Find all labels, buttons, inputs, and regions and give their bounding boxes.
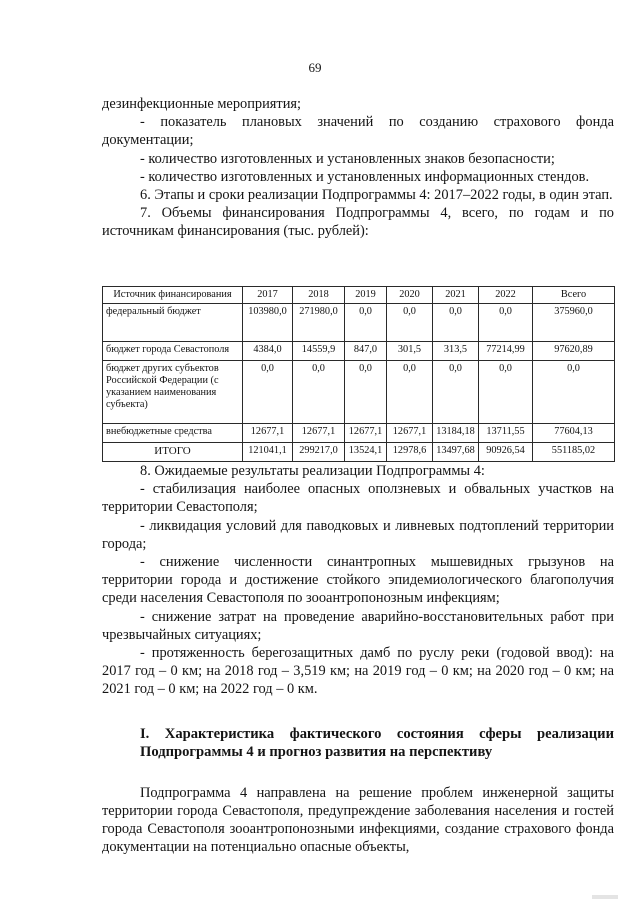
table-cell: 13184,18 bbox=[433, 424, 479, 443]
table-header-total: Всего bbox=[533, 287, 615, 304]
table-cell: 97620,89 bbox=[533, 342, 615, 361]
table-cell: 0,0 bbox=[433, 361, 479, 424]
table-cell: 12677,1 bbox=[345, 424, 387, 443]
section-1-paragraph: Подпрограмма 4 направлена на решение проблем инженерной защиты территории города Севастополя, предупреждение заболевания населения и гостей города Севастополя зооантропонозными инфекциями, создание страхового фонда документации на потенциально опасные объекты, bbox=[102, 784, 614, 856]
table-cell-source: бюджет других субъектов Российской Федерации (с указанием наименования субъекта) bbox=[103, 361, 243, 424]
table-header-2019: 2019 bbox=[345, 287, 387, 304]
intro-line-3: - количество изготовленных и установленных знаков безопасности; bbox=[140, 150, 555, 167]
page-number: 69 bbox=[308, 60, 322, 75]
table-cell: 0,0 bbox=[345, 361, 387, 424]
table-cell: 0,0 bbox=[433, 304, 479, 342]
table-cell: 12978,6 bbox=[387, 443, 433, 462]
table-cell: 13711,55 bbox=[479, 424, 533, 443]
table-cell-source: внебюджетные средства bbox=[103, 424, 243, 443]
table-cell: 0,0 bbox=[387, 304, 433, 342]
top-text-block bbox=[102, 95, 614, 241]
financing-table bbox=[102, 286, 615, 462]
table-cell: 313,5 bbox=[433, 342, 479, 361]
table-cell: 0,0 bbox=[387, 361, 433, 424]
table-cell: 13524,1 bbox=[345, 443, 387, 462]
table-cell: 4384,0 bbox=[243, 342, 293, 361]
table-header-2017: 2017 bbox=[243, 287, 293, 304]
table-row bbox=[103, 424, 615, 443]
scan-mark bbox=[592, 895, 618, 899]
result-item-2: - ликвидация условий для паводковых и ливневых подтоплений территории города; bbox=[102, 517, 614, 552]
intro-line-2: - показатель плановых значений по созданию страхового фонда документации; bbox=[102, 114, 614, 149]
intro-line-1: дезинфекционные мероприятия; bbox=[102, 96, 302, 112]
section-7-paragraph: 7. Объемы финансирования Подпрограммы 4, всего, по годам и по источникам финансирования (тыс. рублей): bbox=[102, 205, 614, 240]
table-cell: 847,0 bbox=[345, 342, 387, 361]
result-item-5: - протяженность берегозащитных дамб по руслу реки (годовой ввод): на 2017 год – 0 км; на 2018 год – 3,519 км; на 2019 год – 0 км; на 2020 год – 0 км; на 2021 год – 0 км; на 2022 год – 0 км. bbox=[102, 645, 614, 698]
table-header-2020: 2020 bbox=[387, 287, 433, 304]
table-row bbox=[103, 342, 615, 361]
table-cell: 13497,68 bbox=[433, 443, 479, 462]
section-8-title: 8. Ожидаемые результаты реализации Подпрограммы 4: bbox=[140, 463, 485, 479]
table-cell: 0,0 bbox=[479, 304, 533, 342]
table-header-2021: 2021 bbox=[433, 287, 479, 304]
table-cell: 77214,99 bbox=[479, 342, 533, 361]
table-cell: 271980,0 bbox=[293, 304, 345, 342]
table-cell: 14559,9 bbox=[293, 342, 345, 361]
result-item-1: - стабилизация наиболее опасных оползневых и обвальных участков на территории Севастополя; bbox=[102, 481, 614, 516]
table-header-row bbox=[103, 287, 615, 304]
table-cell: 12677,1 bbox=[387, 424, 433, 443]
table-cell: 90926,54 bbox=[479, 443, 533, 462]
result-item-3: - снижение численности синантропных мышевидных грызунов на территории города и достижение стойкого эпидемиологического благополучия среди населения Севастополя по зооантропонозным инфекциям; bbox=[102, 554, 614, 607]
table-cell: 299217,0 bbox=[293, 443, 345, 462]
table-cell: 12677,1 bbox=[293, 424, 345, 443]
table-row bbox=[103, 361, 615, 424]
table-total-label: ИТОГО bbox=[103, 443, 243, 462]
table-cell: 0,0 bbox=[533, 361, 615, 424]
bottom-text-block bbox=[102, 462, 614, 856]
table-cell: 301,5 bbox=[387, 342, 433, 361]
table-cell: 121041,1 bbox=[243, 443, 293, 462]
table-cell-source: федеральный бюджет bbox=[103, 304, 243, 342]
table-cell: 0,0 bbox=[243, 361, 293, 424]
table-header-2022: 2022 bbox=[479, 287, 533, 304]
table-cell: 0,0 bbox=[479, 361, 533, 424]
section-1-heading: I. Характеристика фактического состояния сферы реализации Подпрограммы 4 и прогноз развития на перспективу bbox=[140, 725, 614, 761]
table-cell: 375960,0 bbox=[533, 304, 615, 342]
intro-line-4: - количество изготовленных и установленных информационных стендов. bbox=[140, 168, 590, 185]
table-header-2018: 2018 bbox=[293, 287, 345, 304]
table-cell: 77604,13 bbox=[533, 424, 615, 443]
table-cell-source: бюджет города Севастополя bbox=[103, 342, 243, 361]
table-cell: 12677,1 bbox=[243, 424, 293, 443]
table-header-source: Источник финансирования bbox=[103, 287, 243, 304]
table-cell: 0,0 bbox=[293, 361, 345, 424]
result-item-4: - снижение затрат на проведение аварийно-восстановительных работ при чрезвычайных ситуациях; bbox=[102, 608, 614, 643]
table-cell: 0,0 bbox=[345, 304, 387, 342]
table-total-row bbox=[103, 443, 615, 462]
table-cell: 103980,0 bbox=[243, 304, 293, 342]
table-cell: 551185,02 bbox=[533, 443, 615, 462]
table-row bbox=[103, 304, 615, 342]
section-6-paragraph: 6. Этапы и сроки реализации Подпрограммы 4: 2017–2022 годы, в один этап. bbox=[140, 187, 613, 204]
